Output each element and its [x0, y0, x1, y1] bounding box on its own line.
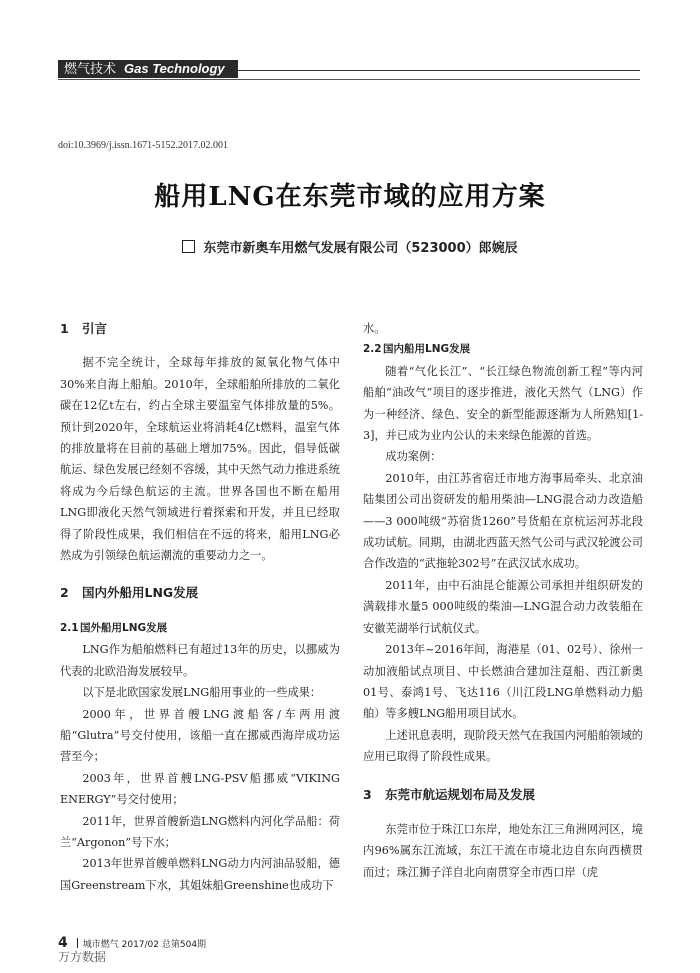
paragraph: 2011年，世界首艘新造LNG燃料内河化学品船：荷兰“Argonon”号下水；	[60, 814, 340, 849]
page-number: 4	[58, 935, 68, 951]
author-byline	[0, 237, 700, 256]
subsection-number: 2.1	[60, 621, 79, 634]
left-column	[60, 318, 340, 896]
section-header-tag	[58, 60, 238, 78]
subsection-title: 国外船用LNG发展	[80, 621, 168, 634]
paragraph: 2003年，世界首艘LNG-PSV船挪威“VIKING ENERGY”号交付使用；	[60, 771, 340, 807]
section-number: 1	[60, 321, 69, 336]
paragraph: 2011年，由中石油昆仑能源公司承担并组织研发的满载排水量5 000吨级的柴油—LNG混合动力改装船在安徽芜湖举行试航仪式。	[363, 578, 643, 635]
article-title: 船用LNG在东莞市域的应用方案	[154, 182, 546, 212]
paragraph: 上述讯息表明，现阶段天然气在我国内河船舶领域的应用已取得了阶段性成果。	[363, 728, 643, 764]
paragraph: 据不完全统计，全球每年排放的氮氧化物气体中30%来自海上船舶。2010年，全球船舶所排放的二氧化碳在12亿t左右，约占全球主要温室气体排放量的5%。预计到2020年，全球航运业将消耗4亿t燃料，温室气体的排放量将在目前的基础上增加75%。因此，倡导低碳航运、绿色发展已经刻不容缓，其中天然气动力推进系统将成为今后绿色航运的主流。世界各国也不断在船用LNG即液化天然气领域进行着探索和开发，并且已经取得了阶段性成果，我们相信在不远的将来，船用LNG必然成为引领绿色航运潮流的重要动力之一。	[60, 356, 340, 563]
section-title: 国内外船用LNG发展	[82, 585, 199, 601]
section-number: 2	[60, 585, 69, 601]
paragraph: 2013年~2016年间，海港星（01、02号）、徐州一动加液船试点项目、中长燃油合建加注趸船、西江新奥01号、泰鸿1号、飞达116（川江段LNG单燃料动力船舶）等多艘LNG船用项目试水。	[363, 643, 643, 721]
subsection-title: 国内船用LNG发展	[383, 343, 471, 356]
subsection-heading-2-2	[363, 339, 643, 360]
subsection-number: 2.2	[363, 343, 382, 356]
section-title: 引言	[82, 321, 108, 336]
watermark: 万方数据	[58, 950, 107, 964]
paragraph: 水。	[363, 322, 386, 335]
paragraph: 东莞市位于珠江口东岸，地处东江三角洲网河区，境内96%属东江流域，东江干流在市境北边自东向西横贯而过；珠江狮子洋自北向南贯穿全市西口岸（虎	[363, 822, 643, 879]
section-heading-1	[60, 318, 340, 339]
section-heading-2	[60, 582, 340, 603]
subsection-heading-2-1	[60, 618, 340, 639]
footer-divider	[77, 938, 78, 948]
journal-info: 城市燃气 2017/02 总第504期	[82, 940, 207, 950]
paragraph: 以下是北欧国家发展LNG船用事业的一些成果：	[82, 686, 322, 700]
paragraph: 2010年，由江苏省宿迁市地方海事局牵头、北京油陆集团公司出资研发的船用柴油—LNG混合动力改造船——3 000吨级“苏宿货1260”号货船在京杭运河苏北段成功试航。同期，由湖北西蓝天然气公司与武汉轮渡公司合作改造的“武拖轮302号”在武汉试水成功。	[363, 471, 643, 571]
header-rule-bottom	[58, 79, 640, 80]
section-heading-3	[363, 784, 643, 805]
section-number: 3	[363, 786, 372, 802]
right-column	[363, 318, 643, 883]
checkbox-square-icon	[182, 240, 195, 253]
section-label-en: Gas Technology	[124, 61, 225, 76]
paragraph: LNG作为船舶燃料已有超过13年的历史，以挪威为代表的北欧沿海发展较早。	[60, 643, 340, 678]
header-rule	[238, 70, 640, 71]
paragraph: 2013年世界首艘单燃料LNG动力内河油品驳船，德国Greenstream下水，其姐妹船Greenshine也成功下	[60, 857, 340, 892]
section-title: 东莞市航运规划布局及发展	[385, 786, 536, 802]
paragraph: 2000年，世界首艘LNG渡船客/车两用渡船“Glutra”号交付使用，该船一直在挪威西海岸成功运营至今；	[60, 707, 340, 764]
section-label-cn: 燃气技术	[64, 62, 117, 77]
doi: doi:10.3969/j.issn.1671-5152.2017.02.001	[58, 140, 229, 151]
paragraph: 随着“气化长江”、“长江绿色物流创新工程”等内河船舶“油改气”项目的逐步推进，液化天然气（LNG）作为一种经济、绿色、安全的新型能源逐渐为人所熟知[1-3]，并已成为业内公认的未来绿色能源的首选。	[363, 364, 643, 443]
paragraph: 成功案例：	[385, 450, 442, 464]
author-text: 东莞市新奥车用燃气发展有限公司（523000）郎婉辰	[203, 241, 518, 256]
